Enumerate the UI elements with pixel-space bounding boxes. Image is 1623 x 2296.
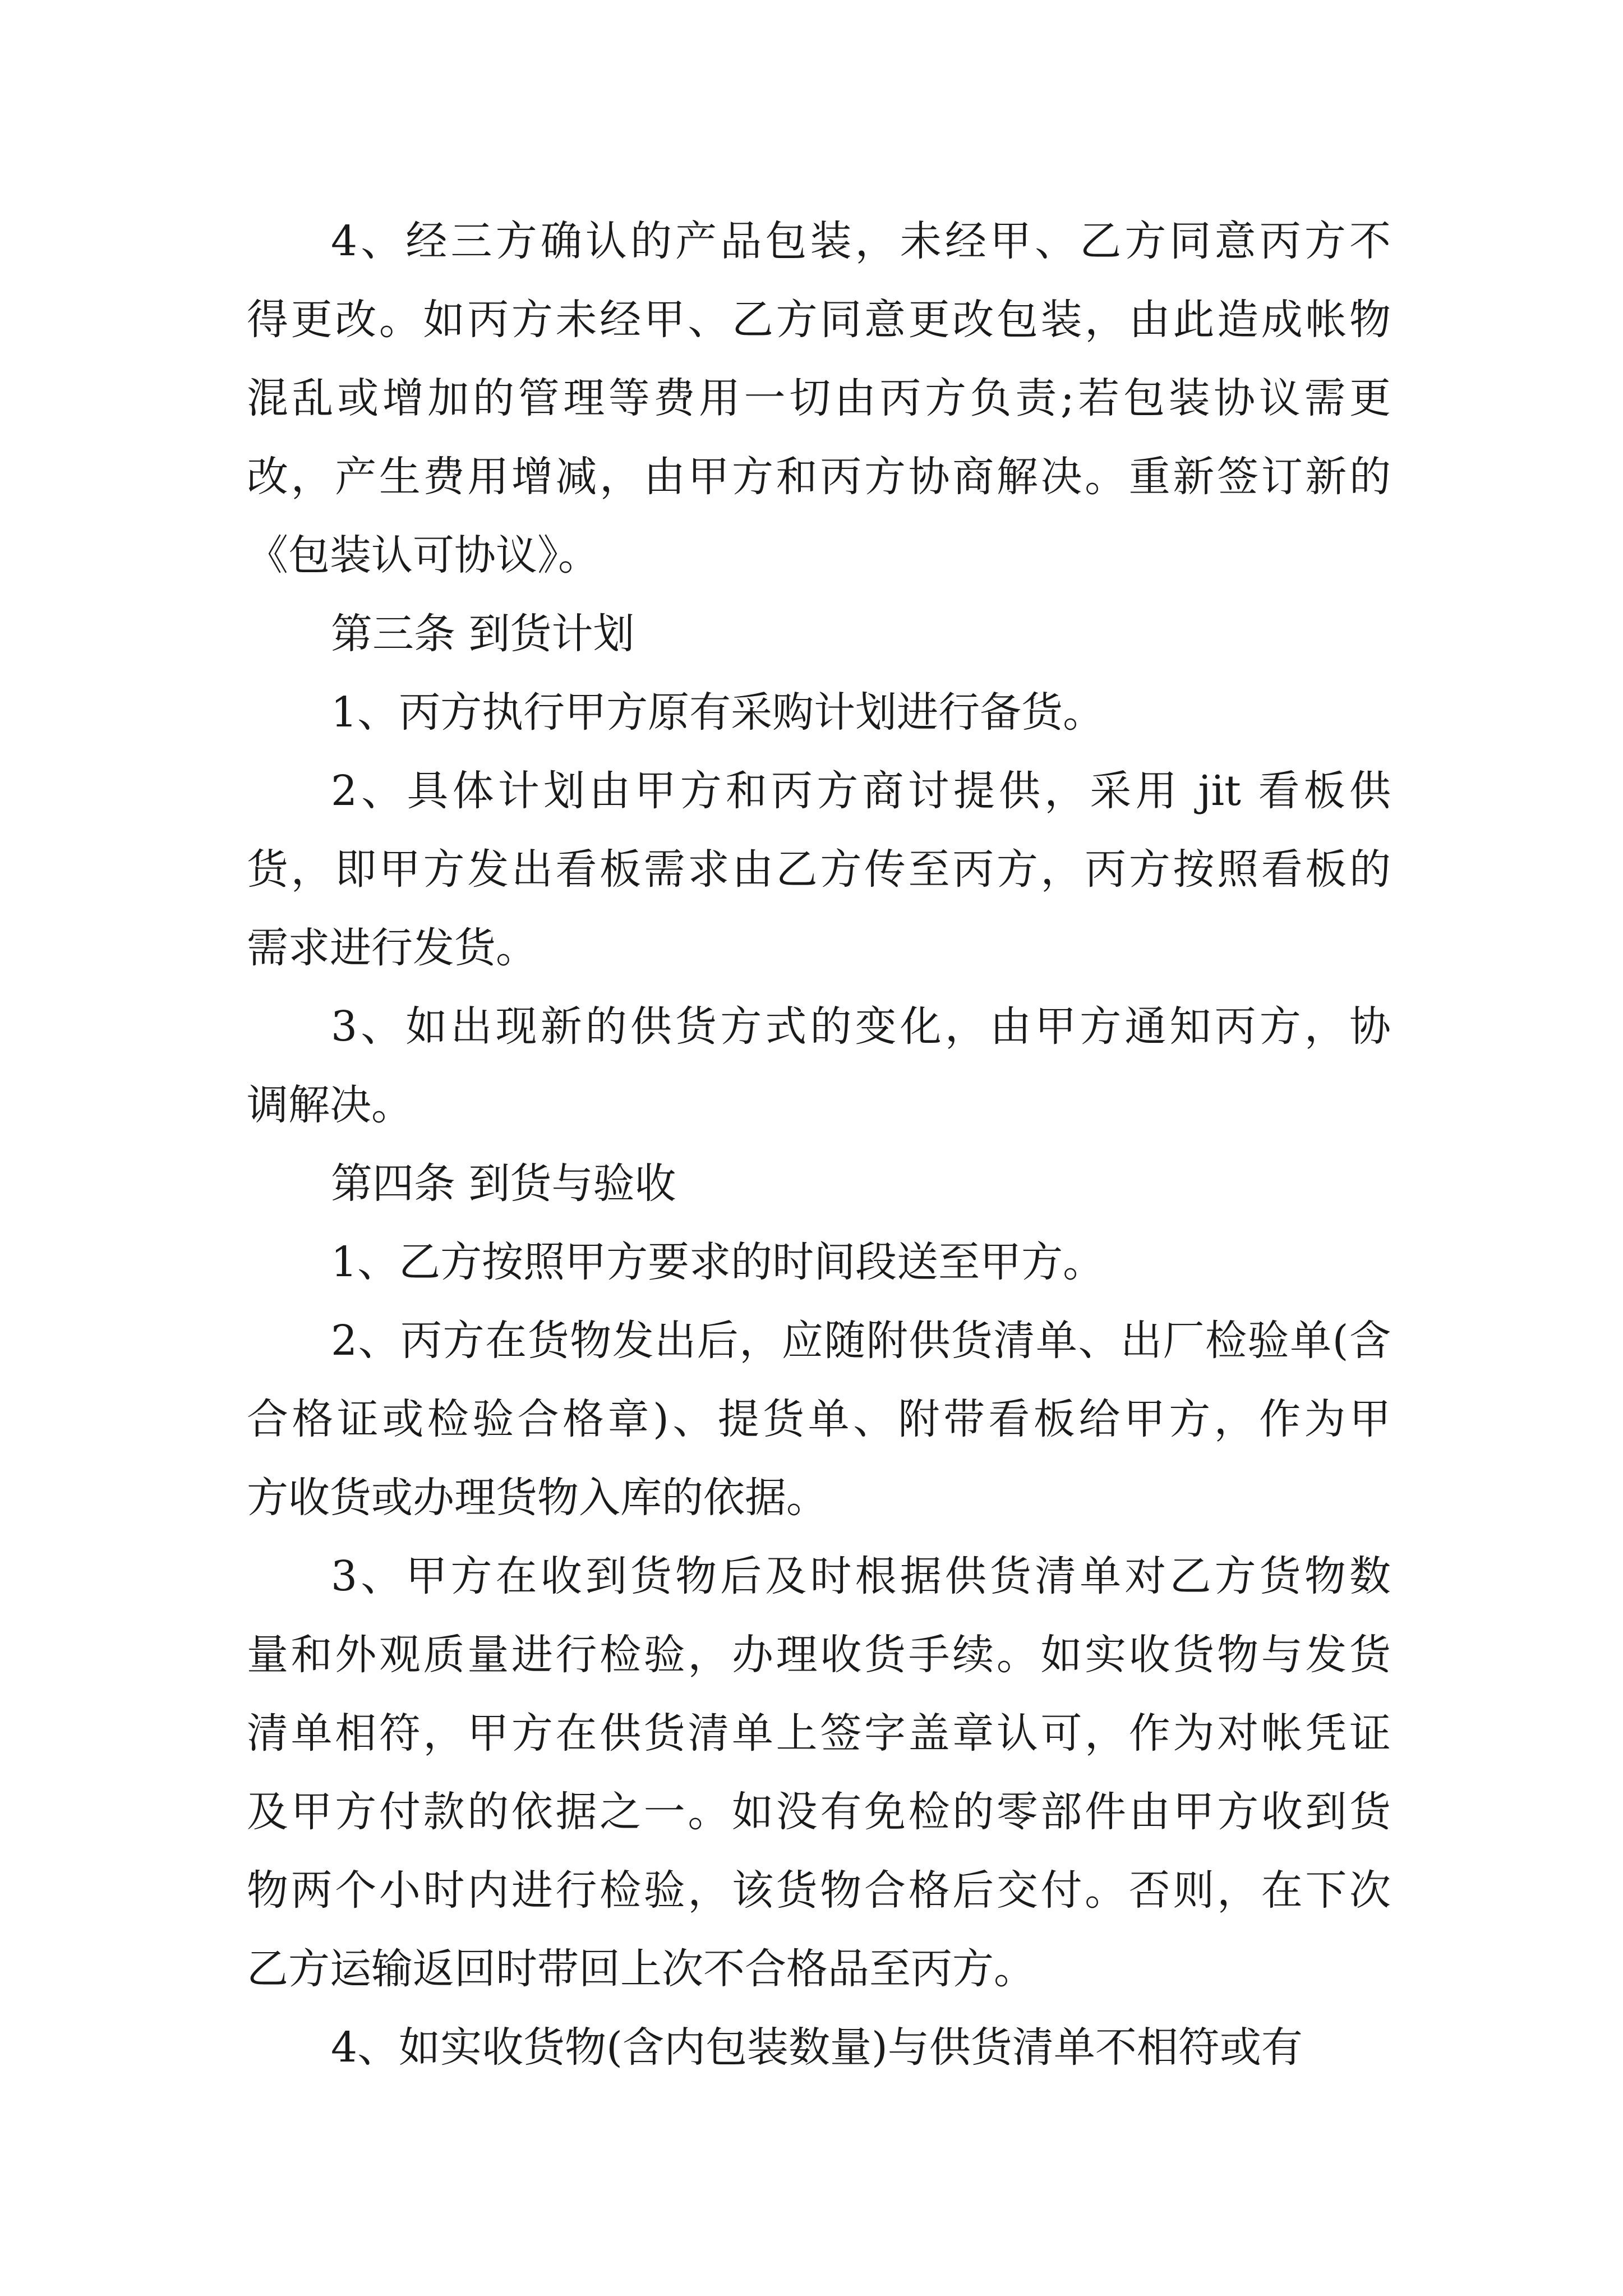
paragraph-article-4-heading (247, 1144, 1391, 1223)
paragraph-a4-item-4 (247, 2008, 1391, 2087)
text-line: 清单相符，甲方在供货清单上签字盖章认可，作为对帐凭证 (247, 1709, 1391, 1757)
text-line: 得更改。如丙方未经甲、乙方同意更改包装，由此造成帐物 (247, 296, 1391, 344)
paragraph-article-3-heading (247, 595, 1391, 673)
paragraph-a3-item-3 (247, 987, 1391, 1144)
paragraph-a4-item-3 (247, 1537, 1391, 2008)
text-line: 货，即甲方发出看板需求由乙方传至丙方，丙方按照看板的 (247, 845, 1391, 894)
text-line: 改，产生费用增减，由甲方和丙方协商解决。重新签订新的 (247, 453, 1391, 501)
text-line: 4、经三方确认的产品包装，未经甲、乙方同意丙方不 (331, 217, 1391, 265)
text-line: 1、乙方按照甲方要求的时间段送至甲方。 (331, 1238, 1105, 1286)
text-line: 1、丙方执行甲方原有采购计划进行备货。 (331, 688, 1105, 737)
paragraph-p4-packaging (247, 202, 1391, 595)
text-line: 2、丙方在货物发出后，应随附供货清单、出厂检验单(含 (331, 1317, 1391, 1365)
text-line: 混乱或增加的管理等费用一切由丙方负责;若包装协议需更 (247, 374, 1391, 422)
text-line: 《包装认可协议》。 (247, 531, 600, 579)
text-line: 及甲方付款的依据之一。如没有免检的零部件由甲方收到货 (247, 1788, 1391, 1836)
paragraph-a3-item-2 (247, 752, 1391, 987)
text-line: 调解决。 (247, 1081, 413, 1129)
text-line: 量和外观质量进行检验，办理收货手续。如实收货物与发货 (247, 1631, 1391, 1679)
paragraph-a4-item-2 (247, 1301, 1391, 1537)
text-line: 合格证或检验合格章)、提货单、附带看板给甲方，作为甲 (247, 1395, 1391, 1443)
text-line: 方收货或办理货物入库的依据。 (247, 1474, 828, 1522)
document-body (247, 202, 1391, 2087)
text-line: 第四条 到货与验收 (331, 1159, 676, 1208)
text-line: 3、甲方在收到货物后及时根据供货清单对乙方货物数 (331, 1552, 1391, 1600)
text-line: 2、具体计划由甲方和丙方商讨提供，采用 jit 看板供 (331, 767, 1391, 815)
text-line: 3、如出现新的供货方式的变化，由甲方通知丙方，协 (331, 1002, 1391, 1051)
paragraph-a4-item-1 (247, 1223, 1391, 1301)
text-line: 乙方运输返回时带回上次不合格品至丙方。 (247, 1945, 1035, 1993)
text-line: 4、如实收货物(含内包装数量)与供货清单不相符或有 (331, 2023, 1303, 2072)
text-line: 物两个小时内进行检验，该货物合格后交付。否则，在下次 (247, 1866, 1391, 1915)
text-line: 第三条 到货计划 (331, 610, 635, 658)
paragraph-a3-item-1 (247, 673, 1391, 752)
text-line: 需求进行发货。 (247, 924, 537, 972)
